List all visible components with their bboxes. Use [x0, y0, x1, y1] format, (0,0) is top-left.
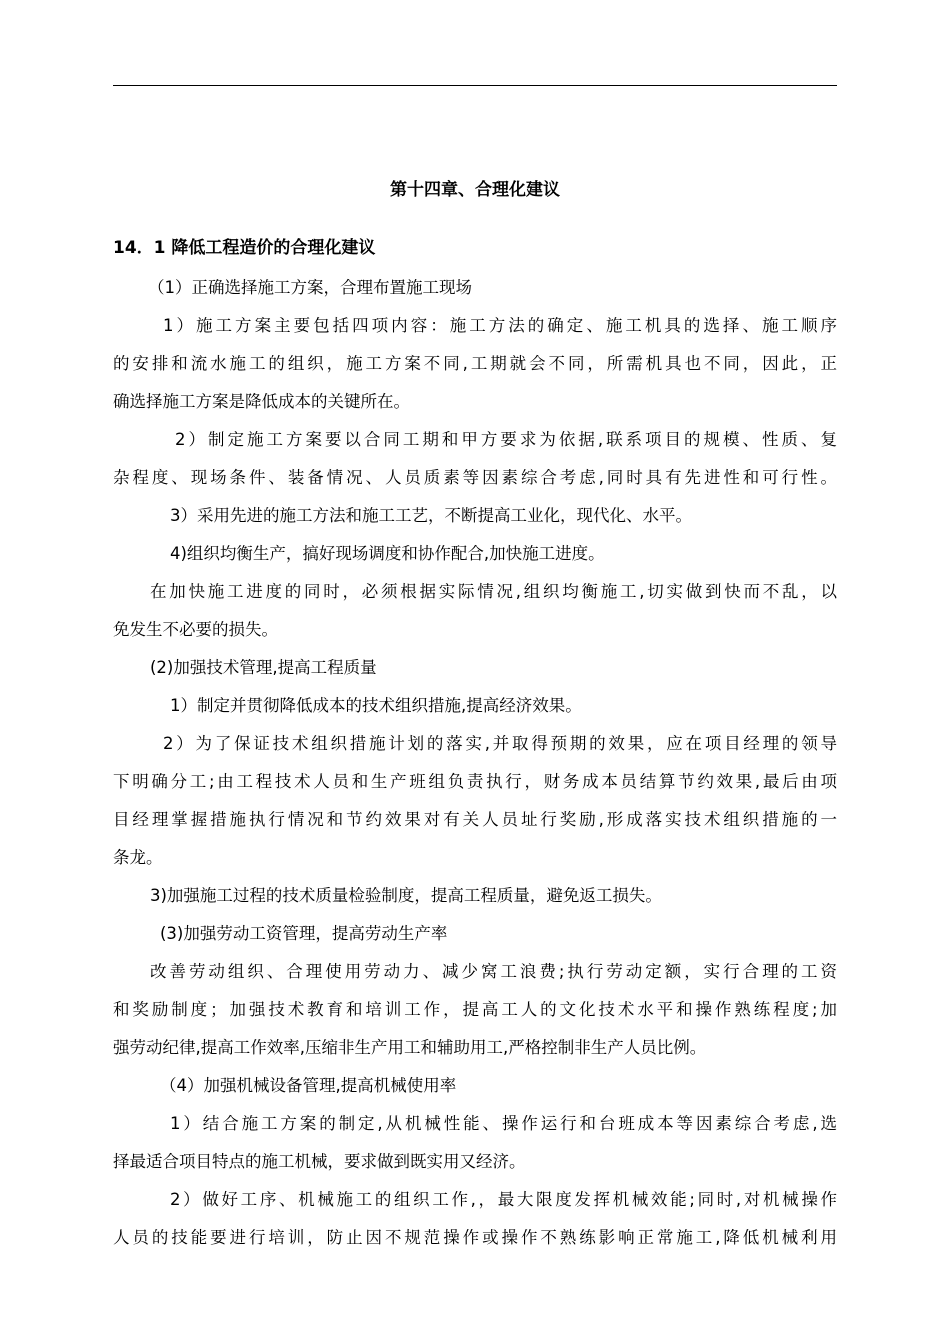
paragraph-line: (3)加强劳动工资管理，提高劳动生产率	[160, 924, 448, 943]
paragraph-line: (2)加强技术管理,提高工程质量	[150, 658, 377, 677]
paragraph-line: 人员的技能要进行培训，防止因不规范操作或操作不熟练影响正常施工,降低机械利用	[113, 1228, 837, 1247]
paragraph-line: 的安排和流水施工的组织，施工方案不同,工期就会不同，所需机具也不同，因此，正	[113, 354, 837, 373]
paragraph-line: 2）做好工序、机械施工的组织工作,，最大限度发挥机械效能;同时,对机械操作	[170, 1190, 837, 1209]
paragraph-line: 3）采用先进的施工方法和施工工艺，不断提高工业化，现代化、水平。	[170, 506, 692, 525]
paragraph-line: 2）为了保证技术组织措施计划的落实,并取得预期的效果，应在项目经理的领导	[163, 734, 837, 753]
paragraph-line: 4)组织均衡生产，搞好现场调度和协作配合,加快施工进度。	[170, 544, 605, 563]
paragraph-line: 3)加强施工过程的技术质量检验制度，提高工程质量，避免返工损失。	[150, 886, 662, 905]
paragraph-line: 杂程度、现场条件、装备情况、人员质素等因素综合考虑,同时具有先进性和可行性。	[113, 468, 837, 487]
paragraph-line: 下明确分工;由工程技术人员和生产班组负责执行，财务成本员结算节约效果,最后由项	[113, 772, 837, 791]
paragraph-line: （1）正确选择施工方案，合理布置施工现场	[148, 278, 472, 297]
paragraph-line: 2）制定施工方案要以合同工期和甲方要求为依据,联系项目的规模、性质、复	[175, 430, 837, 449]
paragraph-line: 确选择施工方案是降低成本的关键所在。	[113, 392, 410, 411]
paragraph-line: 和奖励制度；加强技术教育和培训工作，提高工人的文化技术水平和操作熟练程度;加	[113, 1000, 837, 1019]
paragraph-line: 在加快施工进度的同时，必须根据实际情况,组织均衡施工,切实做到快而不乱，以	[150, 582, 837, 601]
paragraph-line: 1）结合施工方案的制定,从机械性能、操作运行和台班成本等因素综合考虑,选	[170, 1114, 837, 1133]
paragraph-line: 目经理掌握措施执行情况和节约效果对有关人员址行奖励,形成落实技术组织措施的一	[113, 810, 837, 829]
paragraph-line: 强劳动纪律,提高工作效率,压缩非生产用工和辅助用工,严格控制非生产人员比例。	[113, 1038, 707, 1057]
chapter-title: 第十四章、合理化建议	[390, 180, 560, 200]
paragraph-line: 条龙。	[113, 848, 163, 867]
paragraph-line: 择最适合项目特点的施工机械，要求做到既实用又经济。	[113, 1152, 526, 1171]
header-rule	[113, 85, 837, 86]
paragraph-line: 改善劳动组织、合理使用劳动力、减少窝工浪费;执行劳动定额，实行合理的工资	[150, 962, 837, 981]
paragraph-line: 1）施工方案主要包括四项内容：施工方法的确定、施工机具的选择、施工顺序	[163, 316, 837, 335]
paragraph-line: 1）制定并贯彻降低成本的技术组织措施,提高经济效果。	[170, 696, 582, 715]
paragraph-line: （4）加强机械设备管理,提高机械使用率	[160, 1076, 457, 1095]
section-title: 14．1 降低工程造价的合理化建议	[113, 238, 376, 258]
paragraph-line: 免发生不必要的损失。	[113, 620, 278, 639]
